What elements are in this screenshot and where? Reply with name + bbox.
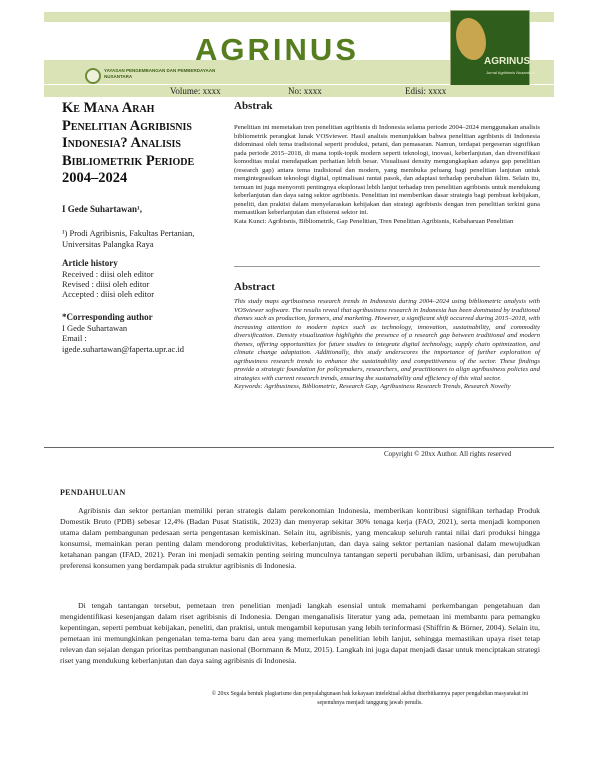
corresponding-author-heading: *Corresponding author	[62, 312, 153, 322]
author-affiliation: ¹) Prodi Agribisnis, Fakultas Pertanian, Universitas Palangka Raya	[62, 228, 195, 249]
introduction-paragraph: Di tengah tantangan tersebut, pemetaan tren penelitian menjadi langkah esensial untuk memahami perkembangan pengetahuan dan mengidentifikasi kesenjangan dalam riset agribisnis di Indonesia. Dengan menganalisis literatur yang ada, pemetaan ini membantu para pemangku kepentingan, seperti pembuat kebijakan, peneliti, dan praktisi, untuk mengambil keputusan yang lebih terinformasi (Shiffrin & Börner, 2004). Selain itu, pemetaan ini memungkinkan pengenalan tema-tema baru dan area yang memerlukan penelitian lebih lanjut, sehingga memastikan upaya riset tetap relevan dan sejalan dengan prioritas pembangunan nasional (Bornmann & Mutz, 2015). Langkah ini juga dapat menjadi dasar untuk menciptakan strategi riset yang mendukung keberlanjutan dan daya saing agribisnis di Indonesia.	[60, 601, 540, 666]
introduction-paragraph: Agribisnis dan sektor pertanian memiliki peran strategis dalam perekonomian Indonesia, memberikan kontribusi signifikan terhadap Produk Domestik Bruto (PDB) sebesar 12,4% (Badan Pusat Statistik, 2023) dan menyerap sekitar 30% tenaga kerja (FAO, 2021), serta menjadi komponen utama dalam pembangunan pedesaan serta pengentasan kemiskinan. Selain itu, agribisnis, yang mencakup seluruh rantai nilai dari produksi hingga konsumsi, memainkan peran penting dalam mendorong produktivitas, keberlanjutan, dan daya saing sektor pertanian nasional dalam mewujudkan ketahanan pangan (IFAD, 2021). Peran ini menjadi semakin penting seiring munculnya tantangan seperti perubahan iklim, urbanisasi, dan perubahan preferensi konsumen yang berdampak pada struktur agribisnis di Indonesia.	[60, 506, 540, 571]
edition-label: Edisi: xxxx	[405, 86, 447, 96]
footnote: © 20xx Segala bentuk plagiarisme dan penyalahgunaan hak kekayaan intelektual akibat diterbitkannya paper pengabdian masyarakat ini sepenuhnya menjadi tanggung jawab penulis.	[211, 691, 529, 706]
abstrak-heading: Abstrak	[234, 100, 273, 112]
cover-title: AGRINUS	[484, 56, 531, 67]
copyright-notice: Copyright © 20xx Author. All rights reserved	[384, 450, 512, 458]
abstract-keywords: Keywords: Agribusiness, Bibliometric, Research Gap, Agribusiness Research Trends, Research Novelty	[234, 383, 511, 390]
email-label: Email :	[62, 333, 87, 343]
copyright-divider	[44, 447, 554, 448]
abstract-body	[234, 298, 540, 392]
journal-brand-title: AGRINUS	[195, 32, 359, 67]
abstrak-body	[234, 124, 540, 226]
volume-label: Volume: xxxx	[170, 86, 221, 96]
publisher-name: YAYASAN PENGEMBANGAN DAN PEMBERDAYAAN NUSANTARA	[104, 68, 216, 79]
revised-date: Revised : diisi oleh editor	[62, 279, 150, 289]
accepted-date: Accepted : diisi oleh editor	[62, 289, 155, 299]
received-date: Received : diisi oleh editor	[62, 269, 154, 279]
abstrak-keywords: Kata Kunci: Agribisnis, Bibliometrik, Gap Penelitian, Tren Penelitian Agribisnis, Kebaharuan Penelitian	[234, 217, 514, 225]
number-label: No: xxxx	[288, 86, 322, 96]
article-history-heading: Article history	[62, 258, 118, 268]
abstract-text: This study maps agribusiness research trends in Indonesia during 2004–2024 using bibliometric analysis with VOSviewer software. The results reveal that agribusiness research in Indonesia has been dominated by traditional themes such as production, farmers, and marketing. However, a significant shift occurred during 2015–2018, with increasing attention to modern topics such as technology, innovation, sustainability, and commodity diversification. Density visualization highlights the presence of a research gap between traditional and modern themes, offering opportunities for future studies to integrate digital technology, supply chain optimization, and climate change adaptation. Additionally, this study underscores the importance of further exploration of agribusiness research trends to enhance the sustainability and competitiveness of the sector. These findings provide a strategic foundation for policymakers, researchers, and practitioners to align agribusiness policies and strategies with current research trends, ensuring the sustainability and efficiency of this vital sector.	[234, 298, 540, 382]
abstract-heading: Abstract	[234, 281, 275, 293]
corresponding-email-link[interactable]: igede.suhartawan@faperta.upr.ac.id	[62, 344, 185, 354]
author-name: I Gede Suhartawan¹,	[62, 204, 142, 214]
publisher-logo-icon	[85, 68, 101, 84]
cover-subtitle: Jurnal Agribisnis Nusantara	[486, 70, 535, 75]
article-title: Ke Mana Arah Penelitian Agribisnis Indonesia? Analisis Bibliometrik Periode 2004–2024	[62, 100, 195, 186]
section-divider	[234, 266, 540, 267]
introduction-heading: PENDAHULUAN	[60, 488, 126, 497]
abstrak-text: Penelitian ini memetakan tren penelitian agribisnis di Indonesia selama periode 2004–2024 menggunakan analisis bibliometrik perangkat lunak VOSviewer. Hasil analisis menunjukkan bahwa penelitian agribisnis di Indonesia didominasi oleh tema tradisional seperti produksi, petani, dan pemasaran. Namun, terdapat pergeseran signifikan pada periode 2015–2018, di mana topik-topik modern seperti teknologi, inovasi, keberlanjutan, dan diversifikasi komoditas mulai mendapatkan perhatian lebih besar. Visualisasi density mengungkapkan adanya gap penelitian (research gap) antara tema tradisional dan modern, yang membuka peluang bagi penelitian lanjutan untuk mengintegrasikan teknologi digital, optimalisasi rantai pasok, dan adaptasi terhadap perubahan iklim. Selain itu, temuan ini juga menyoroti pentingnya eksplorasi lebih lanjut terhadap tren penelitian agribisnis untuk mendukung keberlanjutan dan daya saing sektor agribisnis. Penelitian ini memberikan dasar strategis bagi pembuat kebijakan, peneliti, dan praktisi dalam menyelaraskan kebijakan dan strategi agribisnis dengan tren penelitian terkini guna memastikan keberlanjutan dan efisiensi sektor ini.	[234, 124, 540, 216]
corresponding-author-name: I Gede Suhartawan	[62, 323, 128, 333]
